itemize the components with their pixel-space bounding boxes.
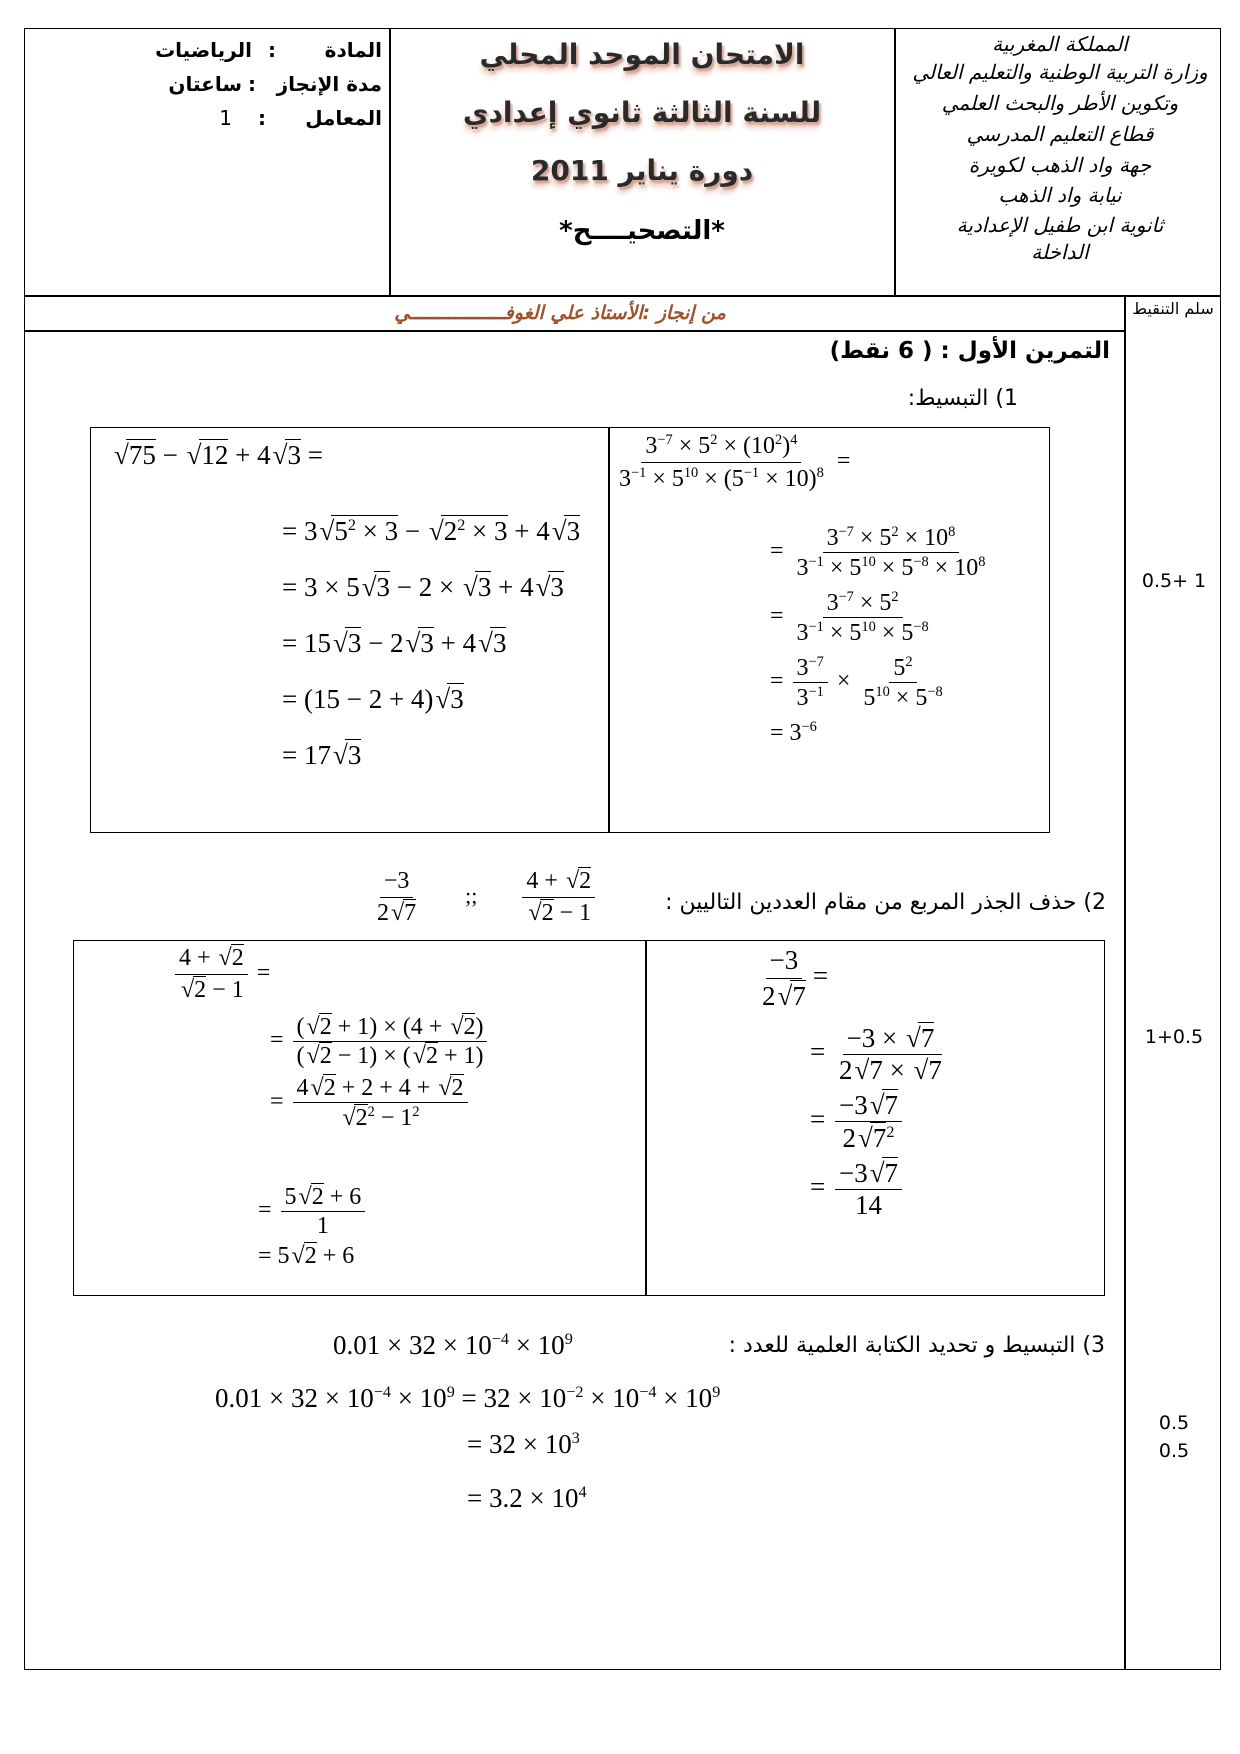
- institution-line: وزارة التربية الوطنية والتعليم العالي: [912, 60, 1208, 84]
- math-line: = 15√ 3 − 2√ 3 + 4√ 3: [282, 615, 580, 671]
- math-line: = 4√ 2 + 2 + 4 + √ 2 √ $2^2 - 1^2$: [270, 1076, 490, 1130]
- q2-left-steps-2: [258, 1185, 368, 1268]
- q1-radicals-work: [112, 440, 323, 471]
- exercise-title: التمرين الأول : ( 6 نقط): [829, 338, 1110, 364]
- institution-line: ثانوية ابن طفيل الإعدادية: [956, 213, 1164, 237]
- title-line: دورة يناير 2011: [530, 154, 754, 187]
- title-line: الامتحان الموحد المحلي: [479, 38, 805, 71]
- math-line: = $\frac{-3 \times √ 7}{2√ 7 \times √ 7}$: [810, 1025, 949, 1084]
- meta-label: مدة الإنجاز: [276, 72, 382, 96]
- score-column-divider: [1124, 296, 1126, 1670]
- math-line: √ 75 − √ 12 + 4√ 3 =: [112, 440, 323, 471]
- institution-line: قطاع التعليم المدرسي: [966, 122, 1154, 146]
- math-line: = (15 − 2 + 4)√ 3: [282, 671, 580, 727]
- institution-line: المملكة المغربية: [992, 32, 1128, 56]
- author-row-divider: [24, 330, 1124, 332]
- meta-duration: [122, 72, 382, 96]
- q3-steps: [467, 1414, 587, 1522]
- title-line: للسنة الثالثة ثانوي إعدادي: [462, 96, 822, 129]
- q2-right-work: $\frac{-3}{2√ 7}$ =: [755, 945, 828, 1012]
- q2-left-work: 4 + √ 2 √ 2 − 1 =: [172, 945, 270, 1004]
- math-line: = $3.2 \times 10^4$: [467, 1483, 587, 1513]
- q3-label: 3) التبسيط و تحديد الكتابة العلمية للعدد :: [728, 1333, 1105, 1358]
- meta-subject: [122, 38, 382, 62]
- exam-title: [392, 38, 892, 246]
- q2-label: 2) حذف الجذر المربع من مقام العددين التاليين :: [665, 890, 1106, 915]
- meta-colon: :: [248, 72, 256, 96]
- meta-value: الرياضيات: [155, 38, 252, 62]
- math-line: $0.01 \times 32 \times 10^{-4} \times 10^9 = 32 \times 10^{-2} \times 10^{-4} \times 10^9$: [215, 1383, 721, 1413]
- q1-powers-work: $\frac{3^{-7} \times 5^2 \times (10^2)^4}{3^{-1} \times 5^{10} \times (5^{-1} \times 10)^8}$ =: [619, 432, 851, 492]
- math-line: = $\frac{3^{-7} \times 5^2}{3^{-1} \times 5^{10} \times 5^{-8}}$: [770, 589, 929, 646]
- meta-value: 1: [219, 106, 232, 130]
- q2-left-steps: [270, 1015, 490, 1138]
- header-divider-right: [894, 28, 896, 296]
- q2-table-divider: [645, 940, 647, 1296]
- score-q1: 0.5+ 1: [1141, 570, 1207, 592]
- meta-coefficient: [122, 106, 382, 130]
- q3-work: [215, 1370, 720, 1420]
- math-line: = $\frac{3^{-7}}{3^{-1}}$ × $\frac{5^2}{5^{10} \times 5^{-8}}$: [770, 654, 943, 711]
- math-line: = 5√ 2 + 6: [258, 1244, 368, 1268]
- institution-line: نيابة واد الذهب: [998, 183, 1122, 207]
- math-line: = $3^{-6}$: [770, 719, 817, 746]
- math-line: = $\frac{(√ 2 + 1) \times (4 + √ 2)}{(√ 2 - 1) \times (√ 2 + 1)}$: [270, 1015, 490, 1068]
- exam-meta: [120, 38, 382, 130]
- q2-right-steps: [810, 1025, 949, 1219]
- meta-label: المادة: [324, 38, 382, 62]
- math-line: = 3√ $5^2 \times 3$ − √ $2^2 \times 3 + 4√$ 3: [282, 497, 580, 559]
- score-q2: 1+0.5: [1144, 1026, 1204, 1048]
- math-line: = $\frac{3^{-7} \times 5^2 \times 10^8}{3^{-1} \times 5^{10} \times 5^{-8} \times 10^8}$: [770, 524, 986, 581]
- meta-value: ساعتان: [168, 72, 242, 96]
- q1-radicals-steps: [282, 497, 580, 783]
- score-column-title: سلم التنقيط: [1132, 299, 1214, 318]
- math-line: = $\frac{-3√ 7}{2√ 7^2}$: [810, 1092, 949, 1152]
- author-line: من إنجاز :الأستاذ علي الغوفـــــــــــــــــي: [394, 302, 726, 324]
- q2-separator: ;;: [465, 883, 478, 909]
- institution-line: جهة واد الذهب لكويرة: [968, 153, 1152, 177]
- score-q3b: 0.5: [1158, 1440, 1190, 1462]
- math-line: = 17√ 3: [282, 727, 580, 783]
- q1-label: 1) التبسيط:: [907, 386, 1018, 411]
- q2-given-numbers: $\frac{-3}{2√ 7}$ ;; 4 + √ 2 √ 2 − 1: [370, 868, 598, 927]
- math-line: = $\frac{-3√ 7}{14}$: [810, 1160, 949, 1219]
- meta-colon: :: [268, 38, 276, 62]
- header-divider-left: [389, 28, 391, 296]
- correction-label: *التصحيــــح*: [559, 216, 725, 246]
- math-line: = $\frac{5√ 2 + 6}{1}$: [258, 1185, 368, 1238]
- meta-colon: :: [258, 106, 266, 130]
- math-line: = $32 \times 10^3$: [467, 1429, 580, 1459]
- institution-line: وتكوين الأطر والبحث العلمي: [941, 91, 1179, 115]
- institution-line: الداخلة: [1031, 240, 1089, 264]
- q1-table-divider: [608, 427, 610, 833]
- math-line: = 3 × 5√ 3 − 2 × √ 3 + 4√ 3: [282, 559, 580, 615]
- q3-expression: $0.01 \times 32 \times 10^{-4} \times 10^9$: [333, 1330, 573, 1360]
- q1-powers-steps: [770, 525, 992, 745]
- meta-label: المعامل: [305, 106, 382, 130]
- institution-block: [900, 32, 1220, 264]
- score-q3a: 0.5: [1158, 1412, 1190, 1434]
